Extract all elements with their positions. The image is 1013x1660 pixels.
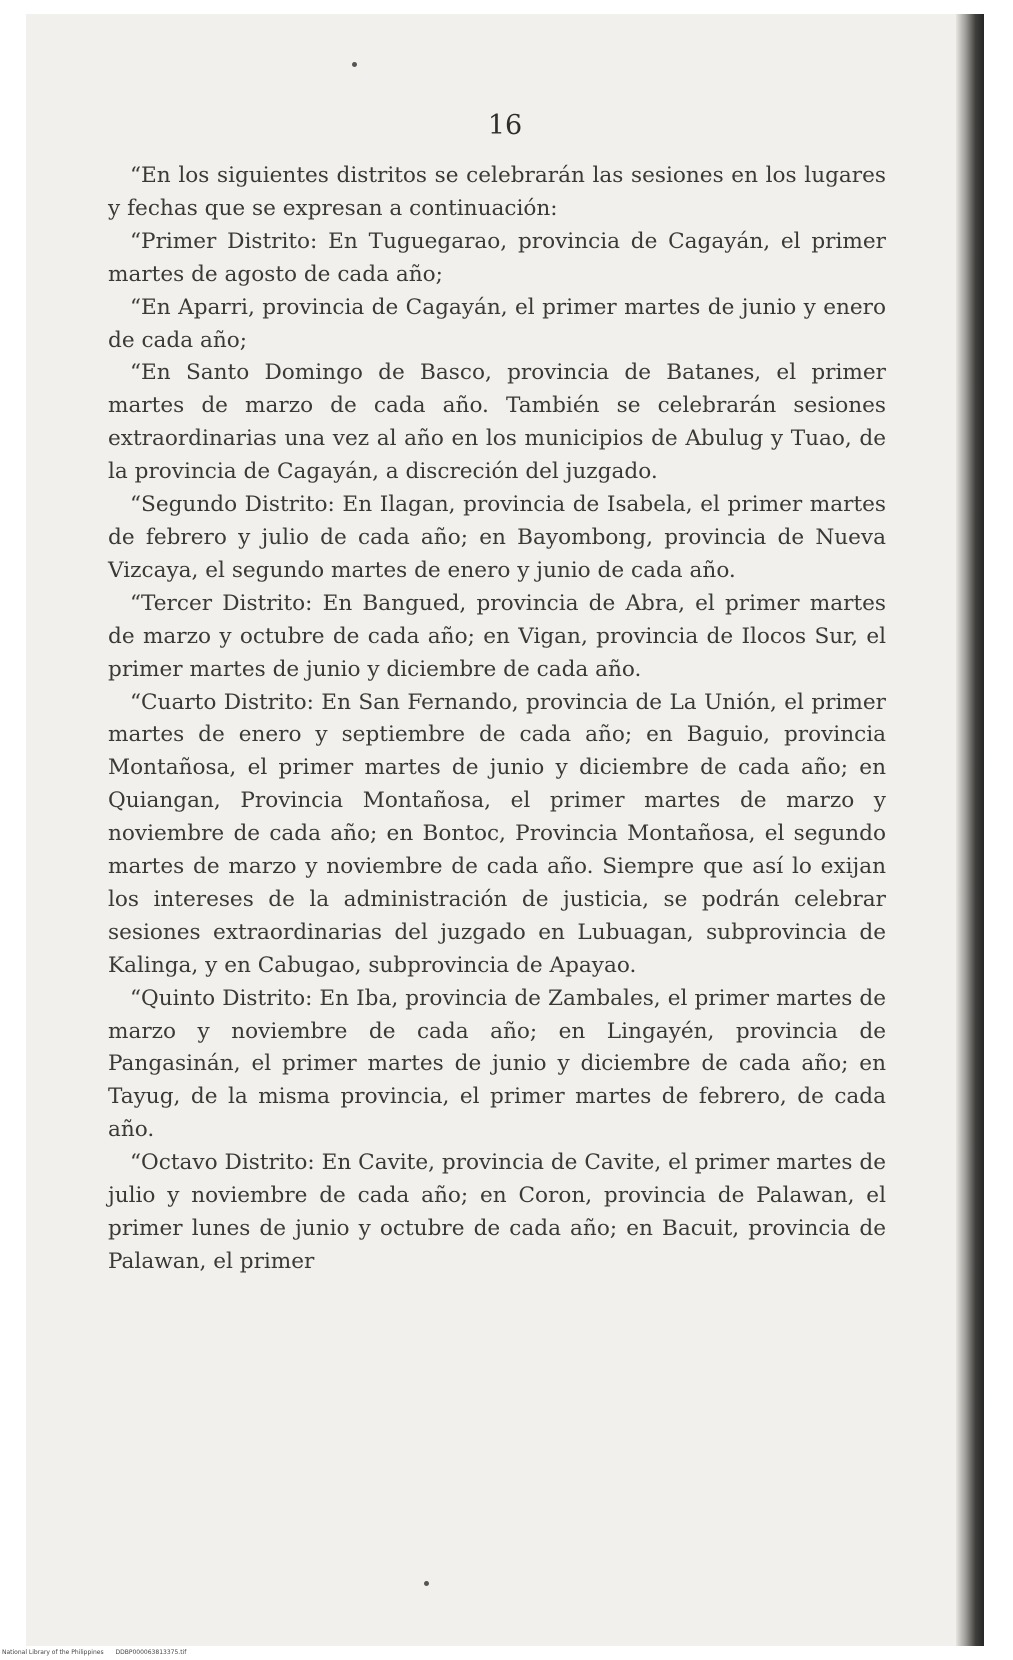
speck-mark-bottom [424,1581,429,1586]
paragraph-cuarto-distrito: “Cuarto Distrito: En San Fernando, provincia de La Unión, el primer martes de enero y septiembre de cada año; en Baguio, provincia Montañosa, el primer martes de junio y diciembre de cada año; en Quiangan, Provincia Montañosa, el primer martes de marzo y noviembre de cada año; en Bontoc, Provincia Montañosa, el segundo martes de marzo y noviembre de cada año. Siempre que así lo exijan los intereses de la administración de justicia, se podrán celebrar sesiones extraordinarias del juzgado en Lubuagan, subprovincia de Kalinga, y en Cabugao, subprovincia de Apayao. [108,689,886,978]
paragraph-tercer-distrito: “Tercer Distrito: En Bangued, provincia de Abra, el primer martes de marzo y octubre de cada año; en Vigan, provincia de Ilocos Sur, el primer martes de junio y diciembre de cada año. [108,590,886,682]
paragraph-intro: “En los siguientes distritos se celebrarán las sesiones en los lugares y fechas que se expresan a continuación: [108,163,886,221]
paragraph-quinto-distrito: “Quinto Distrito: En Iba, provincia de Zambales, el primer martes de marzo y noviembre de cada año; en Lingayén, provincia de Pangasinán, el primer martes de junio y diciembre de cada año; en Tayug, de la misma provincia, el primer martes de febrero, de cada año. [108,985,886,1143]
paragraph-primer-distrito: “Primer Distrito: En Tuguegarao, provincia de Cagayán, el primer martes de agosto de cada año; [108,228,886,287]
footer-id: DDBP000063813375.tif [115,1649,187,1656]
book-spine-shadow [956,14,984,1646]
footer-source: National Library of the Philippines [2,1649,104,1656]
paragraph-segundo-distrito: “Segundo Distrito: En Ilagan, provincia de Isabela, el primer martes de febrero y julio de cada año; en Bayombong, provincia de Nueva Vizcaya, el segundo martes de enero y junio de cada año. [108,492,886,583]
paragraph-aparri: “En Aparri, provincia de Cagayán, el primer martes de junio y enero de cada año; [108,294,886,353]
paragraph-santo-domingo: “En Santo Domingo de Basco, provincia de Batanes, el primer martes de marzo de cada año. También se celebrarán sesiones extraordinarias una vez al año en los municipios de Abulug y Tuao, de la provincia de Cagayán, a discreción del juzgado. [108,360,886,485]
scan-footer [2,1649,186,1657]
body-text [108,160,886,1279]
speck-mark-top [352,62,357,67]
page-number: 16 [487,110,523,141]
paragraph-octavo-distrito: “Octavo Distrito: En Cavite, provincia de Cavite, el primer martes de julio y noviembre de cada año; en Coron, provincia de Palawan, el primer lunes de junio y octubre de cada año; en Bacuit, provincia de Palawan, el primer [108,1150,886,1274]
scanned-page [26,14,984,1646]
